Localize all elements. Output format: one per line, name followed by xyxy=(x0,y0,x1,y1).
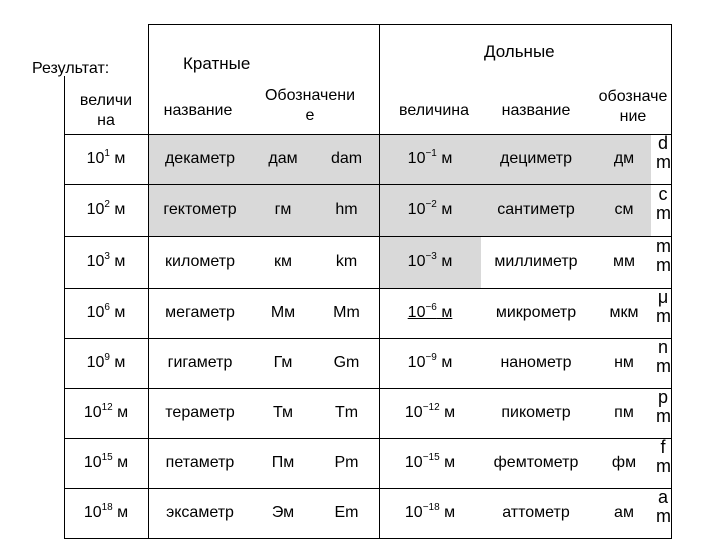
power-unit: м xyxy=(439,504,456,521)
row-sub-value xyxy=(379,288,481,338)
power-exponent: 12 xyxy=(101,401,113,413)
power-unit: м xyxy=(436,304,453,321)
row-multiple-name: тераметр xyxy=(165,404,235,421)
row-sub-name: пикометр xyxy=(501,404,571,421)
row-sub-intl-text: fm xyxy=(656,437,671,476)
power-unit: м xyxy=(109,201,126,218)
power-value xyxy=(87,353,126,373)
row-multiple-name: мегаметр xyxy=(165,304,235,321)
header-notation xyxy=(250,78,370,134)
row-sub-ru: нм xyxy=(614,354,634,371)
power-base: 10 xyxy=(86,354,105,371)
power-exponent: −9 xyxy=(425,351,437,363)
row-sub-ru: ам xyxy=(614,504,634,521)
row-multiple-name: гигаметр xyxy=(167,354,233,371)
row-sub-name: нанометр xyxy=(500,354,572,371)
row-sub-intl-text: am xyxy=(656,487,671,526)
row-ru-notation: Гм xyxy=(273,354,293,371)
header-sub-name: название xyxy=(501,102,571,119)
row-value xyxy=(64,338,148,388)
power-value xyxy=(408,200,453,220)
power-unit: м xyxy=(109,150,126,167)
power-value xyxy=(408,149,453,169)
power-value xyxy=(408,353,453,373)
row-sub-name: миллиметр xyxy=(494,253,578,270)
row-sub-intl xyxy=(653,430,673,484)
power-exponent: −18 xyxy=(422,501,440,513)
row-ru-notation: дам xyxy=(268,150,298,167)
row-intl-notation: hm xyxy=(335,201,358,218)
power-base: 10 xyxy=(407,354,426,371)
power-exponent: −12 xyxy=(422,401,440,413)
power-unit: м xyxy=(112,404,129,421)
power-base: 10 xyxy=(86,150,105,167)
power-unit: м xyxy=(436,150,453,167)
power-unit: м xyxy=(439,454,456,471)
power-base: 10 xyxy=(83,454,102,471)
power-value xyxy=(87,303,126,323)
power-base: 10 xyxy=(404,504,423,521)
power-value xyxy=(408,252,453,272)
row-sub-ru: пм xyxy=(614,404,634,421)
power-exponent: −2 xyxy=(425,198,437,210)
power-base: 10 xyxy=(404,404,423,421)
row-ru-notation: Эм xyxy=(271,504,295,521)
power-value xyxy=(405,503,455,523)
result-label: Результат: xyxy=(32,60,110,77)
row-intl-notation: Tm xyxy=(334,404,359,421)
group-submultiples-heading: Дольные xyxy=(484,42,555,61)
power-value xyxy=(84,403,128,423)
row-sub-intl xyxy=(653,330,673,384)
power-unit: м xyxy=(109,304,126,321)
header-name: название xyxy=(163,102,233,119)
row-intl-notation: Em xyxy=(334,504,359,521)
row-sub-value xyxy=(379,388,481,438)
power-unit: м xyxy=(439,404,456,421)
power-base: 10 xyxy=(407,150,426,167)
row-sub-intl xyxy=(653,176,673,232)
power-exponent: 18 xyxy=(101,501,113,513)
row-ru-notation: гм xyxy=(274,201,292,218)
row-sub-intl xyxy=(653,228,673,284)
row-ru-notation: км xyxy=(274,253,292,270)
header-sub-notation-text: обозначение xyxy=(598,88,668,125)
row-sub-value xyxy=(379,488,481,538)
row-sub-intl-text: dm xyxy=(656,133,671,172)
header-value xyxy=(64,88,148,134)
row-sub-name: фемтометр xyxy=(493,454,579,471)
row-value xyxy=(64,438,148,488)
power-unit: м xyxy=(112,454,129,471)
power-exponent: 9 xyxy=(104,351,110,363)
row-intl-notation: km xyxy=(335,253,358,270)
power-base: 10 xyxy=(86,253,105,270)
header-value-text: величина xyxy=(79,92,133,129)
power-exponent: −6 xyxy=(425,301,437,313)
row-value xyxy=(64,236,148,288)
row-sub-intl xyxy=(653,380,673,434)
row-value xyxy=(64,288,148,338)
row-sub-value xyxy=(379,184,481,236)
row-sub-intl-text: nm xyxy=(656,337,671,376)
row-sub-intl-text: pm xyxy=(656,387,671,426)
power-exponent: 1 xyxy=(104,147,110,159)
row-intl-notation: Mm xyxy=(333,304,360,321)
group-multiples-heading: Кратные xyxy=(183,54,251,73)
row-ru-notation: Пм xyxy=(271,454,295,471)
row-value xyxy=(64,488,148,538)
row-sub-name: микрометр xyxy=(495,304,577,321)
row-sub-name: сантиметр xyxy=(497,201,575,218)
power-base: 10 xyxy=(83,404,102,421)
row-intl-notation: Gm xyxy=(333,354,360,371)
row-value xyxy=(64,134,148,184)
power-base: 10 xyxy=(404,454,423,471)
power-value xyxy=(405,453,455,473)
power-base: 10 xyxy=(83,504,102,521)
row-sub-ru: фм xyxy=(611,454,637,471)
row-value xyxy=(64,184,148,236)
power-unit: м xyxy=(436,201,453,218)
row-sub-intl xyxy=(653,480,673,534)
power-value xyxy=(87,252,126,272)
row-multiple-name: километр xyxy=(165,253,235,270)
power-exponent: 15 xyxy=(101,451,113,463)
power-value xyxy=(87,149,126,169)
power-value xyxy=(408,303,453,323)
row-sub-ru: см xyxy=(614,201,634,218)
row-sub-value xyxy=(379,338,481,388)
header-sub-value: величина xyxy=(399,102,469,119)
row-sub-intl-text: μm xyxy=(656,287,671,326)
power-base: 10 xyxy=(407,304,426,321)
row-sub-intl xyxy=(653,126,673,180)
power-exponent: −1 xyxy=(425,147,437,159)
row-multiple-name: петаметр xyxy=(165,454,235,471)
power-base: 10 xyxy=(86,304,105,321)
row-intl-notation: dam xyxy=(330,150,363,167)
header-notation-text: Обозначение xyxy=(264,87,356,124)
row-intl-notation: Pm xyxy=(334,454,359,471)
power-value xyxy=(84,453,128,473)
row-multiple-name-text: гектометр xyxy=(163,201,237,218)
row-multiple-name: эксаметр xyxy=(166,504,234,521)
row-sub-value xyxy=(379,236,481,288)
power-value xyxy=(405,403,455,423)
row-sub-name: дециметр xyxy=(500,150,572,167)
power-base: 10 xyxy=(407,201,426,218)
power-exponent: 3 xyxy=(104,250,110,262)
row-sub-ru: дм xyxy=(613,150,635,167)
row-sub-intl-text: cm xyxy=(656,184,671,223)
power-unit: м xyxy=(436,354,453,371)
row-sub-intl-text: mm xyxy=(656,236,671,275)
row-ru-notation: Тм xyxy=(272,404,294,421)
power-exponent: 6 xyxy=(104,301,110,313)
power-unit: м xyxy=(112,504,129,521)
row-sub-ru: мкм xyxy=(609,304,639,321)
power-unit: м xyxy=(436,253,453,270)
row-sub-ru: мм xyxy=(613,253,635,270)
power-exponent: −15 xyxy=(422,451,440,463)
power-value xyxy=(87,200,126,220)
row-sub-value xyxy=(379,438,481,488)
power-exponent: −3 xyxy=(425,250,437,262)
row-value xyxy=(64,388,148,438)
row-ru-notation: Мм xyxy=(270,304,296,321)
power-base: 10 xyxy=(86,201,105,218)
row-sub-intl xyxy=(653,280,673,334)
power-unit: м xyxy=(109,253,126,270)
power-value xyxy=(84,503,128,523)
row-multiple-name xyxy=(148,184,252,236)
row-multiple-name: декаметр xyxy=(164,150,236,167)
row-sub-name: аттометр xyxy=(502,504,570,521)
power-unit: м xyxy=(109,354,126,371)
power-exponent: 2 xyxy=(104,198,110,210)
power-base: 10 xyxy=(407,253,426,270)
row-sub-value xyxy=(379,134,481,184)
